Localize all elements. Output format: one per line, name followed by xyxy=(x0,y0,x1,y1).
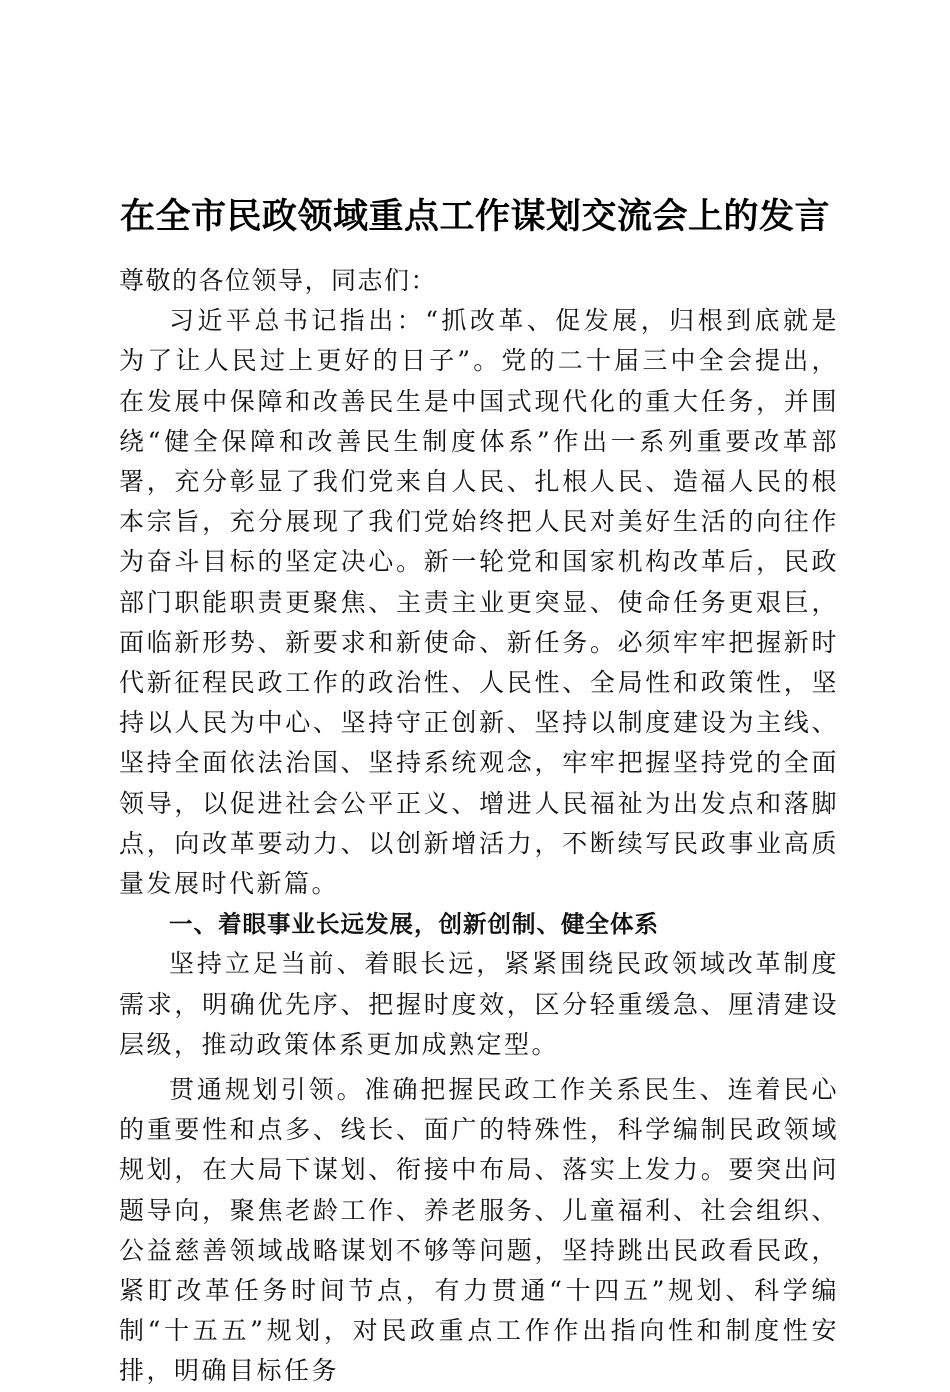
section-paragraph-2: 贯通规划引领。准确把握民政工作关系民生、连着民心的重要性和点多、线长、面广的特殊性，科学编制民政领域规划，在大局下谋划、衔接中布局、落实上发力。要突出问题导向，聚焦老龄工作、养老服务、儿童福利、社会组织、公益慈善领域战略谋划不够等问题，坚持跳出民政看民政，紧盯改革任务时间节点，有力贯通“十四五”规划、科学编制“十五五”规划，对民政重点工作作出指向性和制度性安排，明确目标任务 xyxy=(119,1075,839,1386)
salutation: 尊敬的各位领导，同志们： xyxy=(119,266,438,295)
section-paragraph-1: 坚持立足当前、着眼长远，紧紧围绕民政领域改革制度需求，明确优先序、把握时度效，区分轻重缓急、厘清建设层级，推动政策体系更加成熟定型。 xyxy=(119,949,839,1059)
section-heading: 一、着眼事业长远发展，创新创制、健全体系 xyxy=(169,910,659,939)
document-title: 在全市民政领域重点工作谋划交流会上的发言 xyxy=(119,196,830,237)
intro-paragraph: 习近平总书记指出：“抓改革、促发展，归根到底就是为了让人民过上更好的日子”。党的二十届三中全会提出，在发展中保障和改善民生是中国式现代化的重大任务，并围绕“健全保障和改善民生制度体系”作出一系列重要改革部署，充分彰显了我们党来自人民、扎根人民、造福人民的根本宗旨，充分展现了我们党始终把人民对美好生活的向往作为奋斗目标的坚定决心。新一轮党和国家机构改革后，民政部门职能职责更聚焦、主责主业更突显、使命任务更艰巨，面临新形势、新要求和新使命、新任务。必须牢牢把握新时代新征程民政工作的政治性、人民性、全局性和政策性，坚持以人民为中心、坚持守正创新、坚持以制度建设为主线、坚持全面依法治国、坚持系统观念，牢牢把握坚持党的全面领导，以促进社会公平正义、增进人民福祉为出发点和落脚点，向改革要动力、以创新增活力，不断续写民政事业高质量发展时代新篇。 xyxy=(119,306,839,899)
document-body xyxy=(119,261,839,1392)
